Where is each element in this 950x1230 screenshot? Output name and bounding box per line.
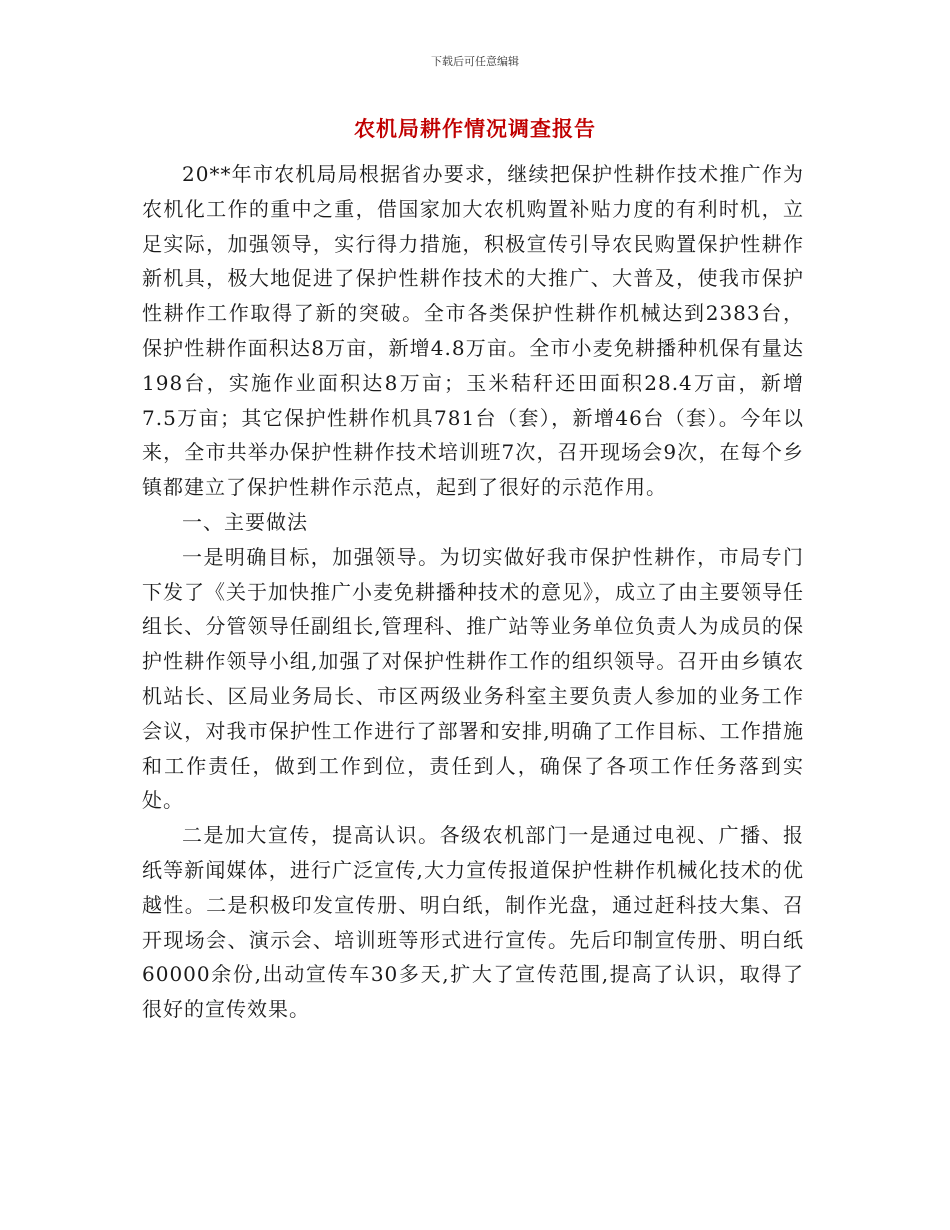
document-body <box>142 157 804 1027</box>
page-header: 下载后可任意编辑 <box>431 55 519 68</box>
paragraph-leadership: 一是明确目标，加强领导。为切实做好我市保护性耕作，市局专门下发了《关于加快推广小麦免耕播种技术的意见》，成立了由主要领导任组长、分管领导任副组长,管理科、推广站等业务单位负责人为成员的保护性耕作领导小组,加强了对保护性耕作工作的组织领导。召开由乡镇农机站长、区局业务局长、市区两级业务科室主要负责人参加的业务工作会议，对我市保护性工作进行了部署和安排,明确了工作目标、工作措施和工作责任，做到工作到位，责任到人，确保了各项工作任务落到实处。 <box>142 544 804 813</box>
document-title: 农机局耕作情况调查报告 <box>354 117 596 141</box>
section-heading: 一、主要做法 <box>182 509 308 534</box>
paragraph-intro: 20**年市农机局局根据省办要求，继续把保护性耕作技术推广作为农机化工作的重中之重，借国家加大农机购置补贴力度的有利时机，立足实际，加强领导，实行得力措施，积极宣传引导农民购置保护性耕作新机具，极大地促进了保护性耕作技术的大推广、大普及，使我市保护性耕作工作取得了新的突破。全市各类保护性耕作机械达到2383台，保护性耕作面积达8万亩，新增4.8万亩。全市小麦免耕播种机保有量达198台，实施作业面积达8万亩；玉米秸秆还田面积28.4万亩，新增7.5万亩；其它保护性耕作机具781台（套），新增46台（套）。今年以来，全市共举办保护性耕作技术培训班7次，召开现场会9次，在每个乡镇都建立了保护性耕作示范点，起到了很好的示范作用。 <box>142 162 804 500</box>
paragraph-publicity: 二是加大宣传，提高认识。各级农机部门一是通过电视、广播、报纸等新闻媒体，进行广泛宣传,大力宣传报道保护性耕作机械化技术的优越性。二是积极印发宣传册、明白纸，制作光盘，通过赶科技大集、召开现场会、演示会、培训班等形式进行宣传。先后印制宣传册、明白纸60000余份,出动宣传车30多天,扩大了宣传范围,提高了认识，取得了很好的宣传效果。 <box>142 823 804 1022</box>
